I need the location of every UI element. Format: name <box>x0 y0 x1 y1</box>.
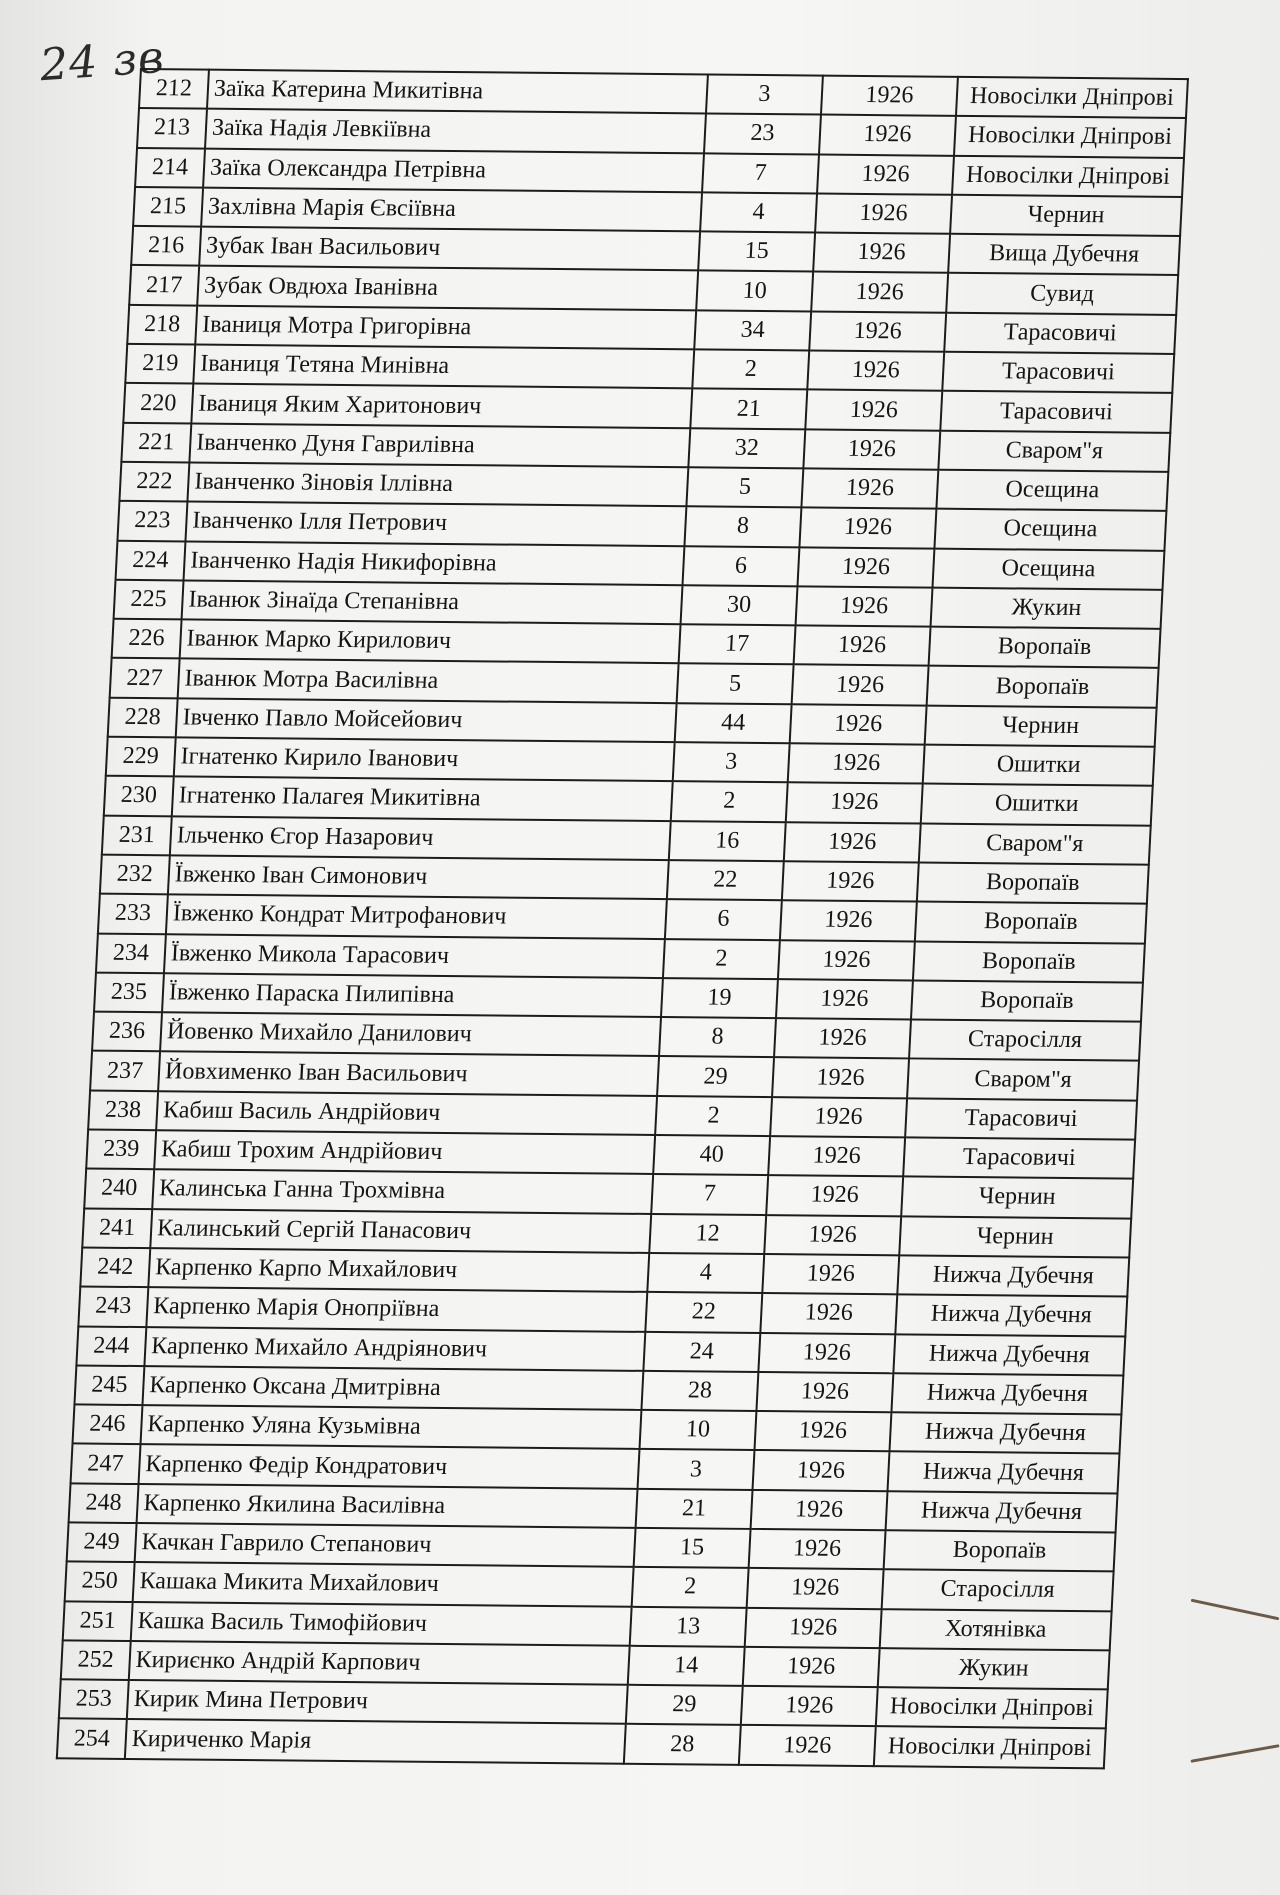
year-value: 1926 <box>815 193 952 234</box>
year-value: 1926 <box>770 1097 907 1138</box>
person-name: Ільченко Єгор Назарович <box>170 816 671 860</box>
person-name: Іванюк Марко Кирилович <box>180 620 681 664</box>
age-value: 5 <box>686 467 803 507</box>
row-number: 251 <box>63 1601 133 1641</box>
village-name: Нижча Дубечня <box>886 1491 1118 1532</box>
age-value: 21 <box>690 389 807 429</box>
person-name: Зубак Овдюха Іванівна <box>197 266 698 310</box>
person-name: Карпенко Оксана Дмитрівна <box>142 1366 643 1410</box>
row-number: 213 <box>137 108 207 148</box>
person-name: Івченко Павло Мойсейович <box>176 698 677 742</box>
row-number: 250 <box>65 1562 135 1602</box>
person-name: Ївженко Параска Пилипівна <box>162 973 663 1017</box>
row-number: 249 <box>67 1522 137 1562</box>
register-table <box>56 68 1189 1769</box>
row-number: 229 <box>106 737 176 777</box>
person-name: Заїка Надія Левкіївна <box>205 109 706 153</box>
person-name: Калинський Сергій Панасович <box>150 1209 651 1253</box>
age-value: 4 <box>700 192 817 232</box>
village-name: Тарасовичі <box>940 391 1172 432</box>
row-number: 238 <box>88 1090 158 1130</box>
age-value: 13 <box>630 1606 747 1646</box>
row-number: 233 <box>98 894 168 934</box>
age-value: 29 <box>626 1685 743 1725</box>
village-name: Нижча Дубечня <box>889 1412 1121 1453</box>
year-value: 1926 <box>792 665 929 706</box>
year-value: 1926 <box>768 1136 905 1177</box>
age-value: 22 <box>645 1292 762 1332</box>
age-value: 17 <box>679 624 796 664</box>
age-value: 8 <box>684 507 801 547</box>
person-name: Ївженко Микола Тарасович <box>164 934 665 978</box>
age-value: 10 <box>696 271 813 311</box>
year-value: 1926 <box>764 1215 901 1256</box>
age-value: 34 <box>694 310 811 350</box>
age-value: 8 <box>659 1017 776 1057</box>
row-number: 218 <box>127 305 197 345</box>
person-name: Карпенко Федір Кондратович <box>139 1444 640 1488</box>
row-number: 232 <box>100 855 170 895</box>
year-value: 1926 <box>780 900 917 941</box>
village-name: Осещина <box>936 470 1168 511</box>
village-name: Сваром"я <box>919 823 1151 864</box>
year-value: 1926 <box>747 1568 884 1609</box>
row-number: 225 <box>114 580 184 620</box>
row-number: 236 <box>92 1012 162 1052</box>
person-name: Іванченко Дуня Гаврилівна <box>189 423 690 467</box>
person-name: Заїка Катерина Микитівна <box>207 70 708 114</box>
year-value: 1926 <box>811 272 948 313</box>
village-name: Воропаїв <box>927 666 1159 707</box>
row-number: 223 <box>117 501 187 541</box>
age-value: 10 <box>639 1410 756 1450</box>
person-name: Іванченко Зіновія Іллівна <box>187 462 688 506</box>
age-value: 16 <box>669 821 786 861</box>
year-value: 1926 <box>803 429 940 470</box>
person-name: Карпенко Якилина Василівна <box>137 1484 638 1528</box>
row-number: 231 <box>102 815 172 855</box>
age-value: 7 <box>702 153 819 193</box>
age-value: 3 <box>638 1449 755 1489</box>
person-name: Кабиш Трохим Андрійович <box>154 1130 655 1174</box>
person-name: Іваниця Тетяна Минівна <box>193 345 694 389</box>
person-name: Карпенко Михайло Андріянович <box>144 1327 645 1371</box>
village-name: Новосілки Дніпрові <box>954 116 1186 157</box>
person-name: Качкан Гаврило Степанович <box>135 1523 636 1567</box>
village-name: Воропаїв <box>884 1530 1116 1571</box>
village-name: Жукин <box>878 1648 1110 1689</box>
age-value: 2 <box>663 939 780 979</box>
person-name: Ївженко Кондрат Митрофанович <box>166 895 667 939</box>
row-number: 245 <box>74 1365 144 1405</box>
row-number: 254 <box>57 1719 127 1759</box>
year-value: 1926 <box>778 940 915 981</box>
row-number: 235 <box>94 972 164 1012</box>
row-number: 242 <box>80 1247 150 1287</box>
year-value: 1926 <box>754 1411 891 1452</box>
row-number: 234 <box>96 933 166 973</box>
person-name: Іванюк Зінаїда Степанівна <box>182 580 683 624</box>
row-number: 237 <box>90 1051 160 1091</box>
row-number: 221 <box>121 423 191 463</box>
age-value: 28 <box>624 1724 741 1764</box>
row-number: 220 <box>123 383 193 423</box>
age-value: 3 <box>706 74 823 114</box>
year-value: 1926 <box>784 822 921 863</box>
village-name: Чернин <box>925 705 1157 746</box>
row-number: 248 <box>69 1483 139 1523</box>
village-name: Воропаїв <box>913 941 1145 982</box>
person-name: Заїка Олександра Петрівна <box>203 148 704 192</box>
person-name: Ігнатенко Палагея Микитівна <box>172 777 673 821</box>
village-name: Нижча Дубечня <box>888 1452 1120 1493</box>
village-name: Тарасовичі <box>942 352 1174 393</box>
village-name: Ошитки <box>921 784 1153 825</box>
village-name: Тарасовичі <box>903 1137 1135 1178</box>
row-number: 243 <box>78 1287 148 1327</box>
age-value: 23 <box>704 114 821 154</box>
village-name: Старосілля <box>882 1569 1114 1610</box>
year-value: 1926 <box>756 1372 893 1413</box>
village-name: Воропаїв <box>911 980 1143 1021</box>
age-value: 5 <box>677 664 794 704</box>
age-value: 14 <box>628 1646 745 1686</box>
person-name: Йовенко Михайло Данилович <box>160 1012 661 1056</box>
row-number: 228 <box>108 697 178 737</box>
village-name: Новосілки Дніпрові <box>874 1727 1106 1768</box>
person-name: Кириченко Марія <box>125 1719 626 1763</box>
row-number: 227 <box>110 658 180 698</box>
row-number: 226 <box>112 619 182 659</box>
village-name: Осещина <box>934 509 1166 550</box>
row-number: 215 <box>133 187 203 227</box>
village-name: Осещина <box>932 548 1164 589</box>
village-name: Жукин <box>931 587 1163 628</box>
row-number: 241 <box>82 1208 152 1248</box>
age-value: 4 <box>647 1253 764 1293</box>
age-value: 2 <box>692 349 809 389</box>
age-value: 6 <box>683 546 800 586</box>
person-name: Кабиш Василь Андрійович <box>156 1091 657 1135</box>
year-value: 1926 <box>762 1254 899 1295</box>
row-number: 244 <box>76 1326 146 1366</box>
row-number: 214 <box>135 148 205 188</box>
row-number: 212 <box>139 69 209 109</box>
row-number: 252 <box>61 1640 131 1680</box>
village-name: Тарасовичі <box>944 313 1176 354</box>
year-value: 1926 <box>807 351 944 392</box>
person-name: Захлівна Марія Євсіївна <box>201 188 702 232</box>
row-number: 253 <box>59 1679 129 1719</box>
person-name: Іваниця Мотра Григорівна <box>195 305 696 349</box>
row-number: 216 <box>131 226 201 266</box>
year-value: 1926 <box>794 625 931 666</box>
person-name: Карпенко Марія Онопріївна <box>146 1287 647 1331</box>
row-number: 240 <box>84 1169 154 1209</box>
year-value: 1926 <box>739 1725 876 1766</box>
age-value: 15 <box>698 232 815 272</box>
year-value: 1926 <box>749 1529 886 1570</box>
age-value: 6 <box>665 899 782 939</box>
year-value: 1926 <box>817 154 954 195</box>
year-value: 1926 <box>743 1647 880 1688</box>
village-name: Вища Дубечня <box>948 234 1180 275</box>
register-table-body <box>57 69 1188 1768</box>
village-name: Воропаїв <box>929 627 1161 668</box>
person-name: Ївженко Іван Симонович <box>168 855 669 899</box>
village-name: Нижча Дубечня <box>893 1334 1125 1375</box>
row-number: 219 <box>125 344 195 384</box>
row-number: 239 <box>86 1130 156 1170</box>
age-value: 2 <box>671 781 788 821</box>
person-name: Кашака Микита Михайлович <box>133 1562 634 1606</box>
person-name: Іванченко Надія Никифорівна <box>184 541 685 585</box>
year-value: 1926 <box>819 115 956 156</box>
handwritten-page-number: 24 зв <box>38 31 167 92</box>
age-value: 21 <box>636 1489 753 1529</box>
person-name: Кашка Василь Тимофійович <box>131 1602 632 1646</box>
person-name: Іваниця Яким Харитонович <box>191 384 692 428</box>
year-value: 1926 <box>805 390 942 431</box>
register-table-wrapper <box>56 68 1187 1769</box>
age-value: 29 <box>657 1056 774 1096</box>
village-name: Нижча Дубечня <box>897 1255 1129 1296</box>
year-value: 1926 <box>788 743 925 784</box>
year-value: 1926 <box>809 311 946 352</box>
year-value: 1926 <box>821 76 958 117</box>
age-value: 30 <box>681 585 798 625</box>
year-value: 1926 <box>766 1175 903 1216</box>
village-name: Чернин <box>901 1177 1133 1218</box>
year-value: 1926 <box>741 1686 878 1727</box>
year-value: 1926 <box>751 1490 888 1531</box>
person-name: Карпенко Карпо Михайлович <box>148 1248 649 1292</box>
year-value: 1926 <box>790 704 927 745</box>
village-name: Сувид <box>946 273 1178 314</box>
age-value: 19 <box>661 978 778 1018</box>
age-value: 32 <box>688 428 805 468</box>
person-name: Калинська Ганна Трохмівна <box>152 1169 653 1213</box>
age-value: 28 <box>641 1371 758 1411</box>
village-name: Хотянівка <box>880 1609 1112 1650</box>
year-value: 1926 <box>782 861 919 902</box>
year-value: 1926 <box>753 1450 890 1491</box>
year-value: 1926 <box>813 233 950 274</box>
row-number: 217 <box>129 265 199 305</box>
row-number: 224 <box>116 540 186 580</box>
village-name: Ошитки <box>923 745 1155 786</box>
age-value: 44 <box>675 703 792 743</box>
year-value: 1926 <box>799 508 936 549</box>
year-value: 1926 <box>772 1058 909 1099</box>
person-name: Зубак Іван Васильович <box>199 227 700 271</box>
age-value: 22 <box>667 860 784 900</box>
person-name: Ігнатенко Кирило Іванович <box>174 737 675 781</box>
row-number: 230 <box>104 776 174 816</box>
person-name: Кирик Мина Петрович <box>127 1680 628 1724</box>
age-value: 12 <box>649 1214 766 1254</box>
age-value: 40 <box>653 1135 770 1175</box>
person-name: Йовхименко Іван Васильович <box>158 1052 659 1096</box>
year-value: 1926 <box>776 979 913 1020</box>
age-value: 7 <box>651 1174 768 1214</box>
village-name: Воропаїв <box>915 902 1147 943</box>
village-name: Нижча Дубечня <box>895 1295 1127 1336</box>
year-value: 1926 <box>786 783 923 824</box>
person-name: Карпенко Уляна Кузьмівна <box>141 1405 642 1449</box>
village-name: Сваром"я <box>907 1059 1139 1100</box>
age-value: 2 <box>632 1567 749 1607</box>
village-name: Старосілля <box>909 1020 1141 1061</box>
age-value: 15 <box>634 1528 751 1568</box>
year-value: 1926 <box>796 586 933 627</box>
village-name: Новосілки Дніпрові <box>956 77 1188 118</box>
year-value: 1926 <box>758 1333 895 1374</box>
person-name: Іванюк Мотра Василівна <box>178 659 679 703</box>
person-name: Кириєнко Андрій Карпович <box>129 1641 630 1685</box>
village-name: Новосілки Дніпрові <box>952 155 1184 196</box>
village-name: Тарасовичі <box>905 1098 1137 1139</box>
village-name: Новосілки Дніпрові <box>876 1687 1108 1728</box>
village-name: Чернин <box>950 195 1182 236</box>
year-value: 1926 <box>760 1293 897 1334</box>
year-value: 1926 <box>774 1018 911 1059</box>
village-name: Воропаїв <box>917 862 1149 903</box>
village-name: Сваром"я <box>938 430 1170 471</box>
row-number: 246 <box>73 1405 143 1445</box>
row-number: 222 <box>119 462 189 502</box>
row-number: 247 <box>71 1444 141 1484</box>
person-name: Іванченко Ілля Петрович <box>185 502 686 546</box>
year-value: 1926 <box>797 547 934 588</box>
year-value: 1926 <box>801 468 938 509</box>
age-value: 24 <box>643 1331 760 1371</box>
village-name: Чернин <box>899 1216 1131 1257</box>
age-value: 3 <box>673 742 790 782</box>
year-value: 1926 <box>745 1607 882 1648</box>
village-name: Нижча Дубечня <box>891 1373 1123 1414</box>
age-value: 2 <box>655 1096 772 1136</box>
